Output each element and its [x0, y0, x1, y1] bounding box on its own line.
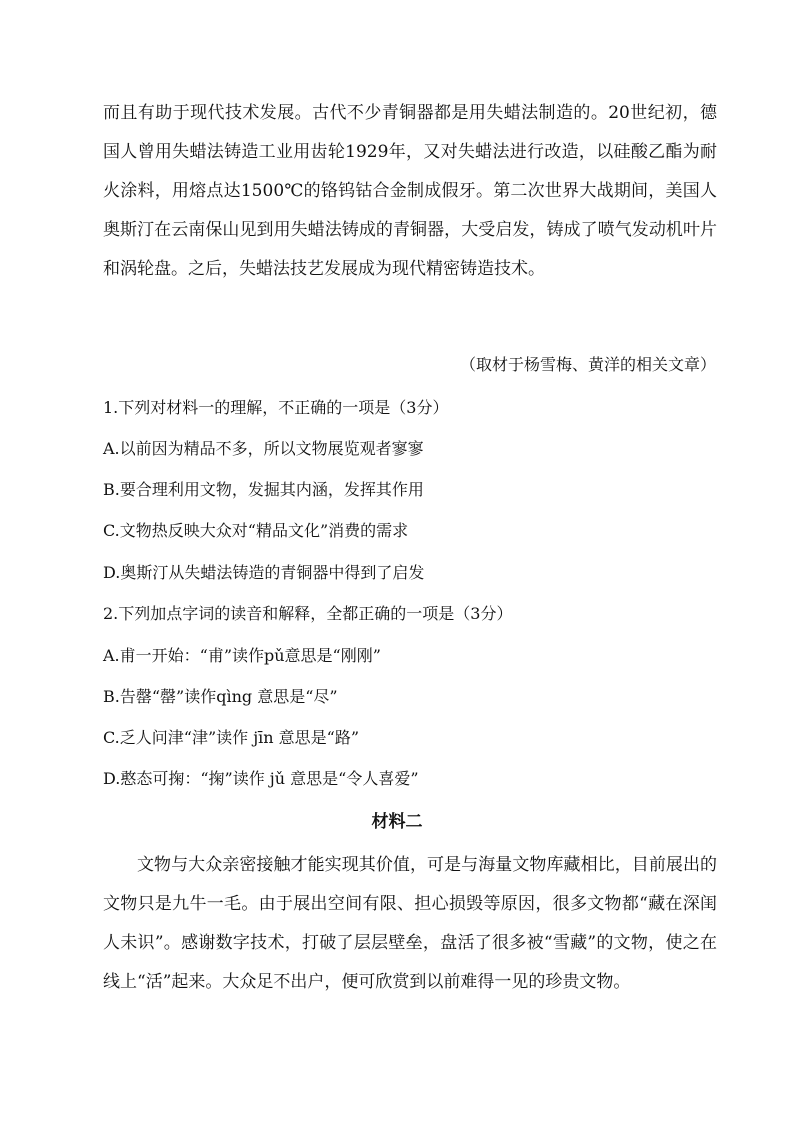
source-note: （取材于杨雪梅、黄洋的相关文章） [459, 355, 716, 374]
question-1-option-a: A.以前因为精品不多，所以文物展览观者寥寥 [103, 439, 424, 458]
question-2-option-b: B.告罄“罄”读作qìng 意思是“尽” [103, 687, 338, 706]
intro-paragraph: 而且有助于现代技术发展。古代不少青铜器都是用失蜡法制造的。20世纪初，德国人曾用失蜡法铸造工业用齿轮1929年，又对失蜡法进行改造，以硅酸乙酯为耐火涂料，用熔点达1500℃的铬钨钴合金制成假牙。第二次世界大战期间，美国人奥斯汀在云南保山见到用失蜡法铸成的青铜器，大受启发，铸成了喷气发动机叶片和涡轮盘。之后，失蜡法技艺发展成为现代精密铸造技术。 [103, 103, 717, 279]
question-2-option-d: D.憨态可掬：“掬”读作 jǔ 意思是“令人喜爱” [103, 769, 419, 788]
section-title: 材料二 [371, 812, 423, 832]
question-2-option-a: A.甫一开始：“甫”读作pǔ意思是“刚刚” [103, 646, 381, 665]
question-1-option-b: B.要合理利用文物，发掘其内涵，发挥其作用 [103, 480, 424, 499]
question-1-option-d: D.奥斯汀从失蜡法铸造的青铜器中得到了启发 [103, 563, 425, 582]
question-1-option-c: C.文物热反映大众对“精品文化”消费的需求 [103, 521, 409, 540]
question-2-option-c: C.乏人问津“津”读作 jīn 意思是“路” [103, 728, 360, 747]
section-paragraph: 文物与大众亲密接触才能实现其价值，可是与海量文物库藏相比，目前展出的文物只是九牛一毛。由于展出空间有限、担心损毁等原因，很多文物都“藏在深闺人未识”。感谢数字技术，打破了层层壁垒，盘活了很多被“雪藏”的文物，使之在线上“活”起来。大众足不出户，便可欣赏到以前难得一见的珍贵文物。 [103, 855, 717, 992]
question-2-stem: 2.下列加点字词的读音和解释，全都正确的一项是（3分） [103, 604, 513, 623]
question-1-stem: 1.下列对材料一的理解，不正确的一项是（3分） [103, 398, 449, 417]
